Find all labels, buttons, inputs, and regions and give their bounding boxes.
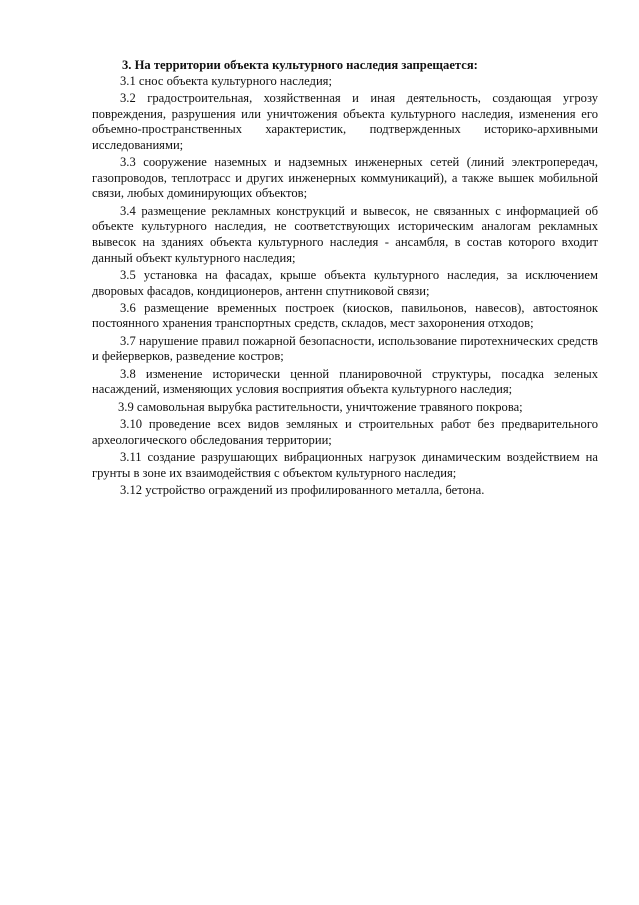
list-item-3-7: 3.7 нарушение правил пожарной безопасности, использование пиротехнических средств и фейерверков, разведение костров; [92, 333, 598, 364]
list-item-3-3: 3.3 сооружение наземных и надземных инженерных сетей (линий электропередач, газопроводов, теплотрасс и других инженерных коммуникаций), а также вышек мобильной связи, любых доминирующих объектов; [92, 155, 598, 201]
list-item-3-2: 3.2 градостроительная, хозяйственная и иная деятельность, создающая угрозу повреждения, разрушения или уничтожения объекта культурного наследия, изменения его объемно-пространственных характеристик, подтвержденных историко-архивными исследованиями; [92, 90, 598, 152]
list-item-3-12: 3.12 устройство ограждений из профилированного металла, бетона. [120, 483, 485, 498]
list-item-3-5: 3.5 установка на фасадах, крыше объекта культурного наследия, за исключением дворовых фасадов, кондиционеров, антенн спутниковой связи; [92, 267, 598, 298]
list-item-3-11: 3.11 создание разрушающих вибрационных нагрузок динамическим воздействием на грунты в зоне их взаимодействия с объектом культурного наследия; [92, 450, 598, 480]
document-body [92, 58, 598, 501]
list-item-3-10: 3.10 проведение всех видов земляных и строительных работ без предварительного археологического обследования территории; [92, 417, 598, 447]
section-heading: 3. На территории объекта культурного наследия запрещается: [122, 58, 478, 72]
list-item-3-8: 3.8 изменение исторически ценной планировочной структуры, посадка зеленых насаждений, изменяющих условия восприятия объекта культурного наследия; [92, 366, 598, 397]
list-item-3-4: 3.4 размещение рекламных конструкций и вывесок, не связанных с информацией об объекте культурного наследия, не соответствующих историческим аналогам рекламных вывесок на зданиях объекта культурного наследия - ансамбля, в состав которого входит данный объект культурного наследия; [92, 203, 598, 265]
list-item-3-9: 3.9 самовольная вырубка растительности, уничтожение травяного покрова; [118, 399, 523, 414]
list-item-3-1: 3.1 снос объекта культурного наследия; [120, 73, 332, 88]
list-item-3-6: 3.6 размещение временных построек (киосков, павильонов, навесов), автостоянок постоянного хранения транспортных средств, складов, мест захоронения отходов; [92, 300, 598, 331]
